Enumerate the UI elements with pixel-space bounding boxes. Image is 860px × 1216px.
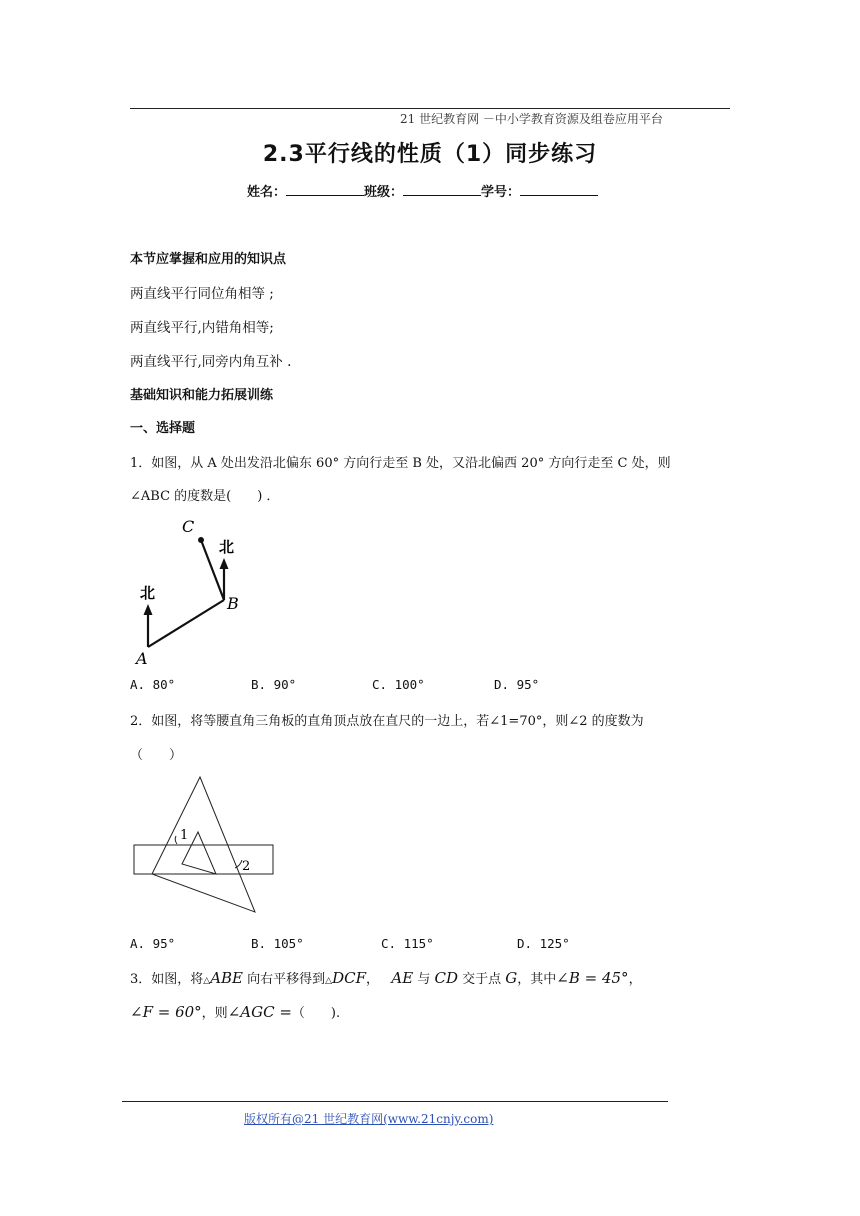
q3-qizhong: ，其中 [517,972,557,987]
q2-option-a: A. 95° [130,936,176,951]
q3-tail: （ ). [291,1006,341,1021]
q2-text-line2: （ ） [130,748,183,763]
q1-option-c: C. 100° [372,677,425,692]
q2-option-b: B. 105° [251,936,304,951]
q3-dcf: DCF [332,969,366,987]
label-a: A [136,649,148,668]
header-text: 21 世纪教育网 －中小学教育资源及组卷应用平台 [400,112,663,126]
name-label: 姓名： [247,185,287,200]
angle-label-1: 1 [180,828,189,843]
q1-option-a: A. 80° [130,677,176,692]
header-rule [130,108,730,109]
knowledge-point: 两直线平行同位角相等 ; [130,286,274,302]
q3-comma1: ， [366,972,380,987]
class-label: 班级： [364,185,404,200]
page-title: 2.3平行线的性质（1）同步练习 [262,142,598,167]
q3-g: G [505,969,518,987]
name-blank [286,183,364,196]
label-c: C [182,517,195,536]
q3-line2 [130,1002,340,1021]
angle-label-2: 2 [242,859,251,874]
knowledge-point: 两直线平行,内错角相等; [130,320,274,336]
q3-angle-b: ∠B = 45° [556,969,629,987]
label-b: B [227,594,239,613]
q1-option-b: B. 90° [251,677,297,692]
arrowhead-b [220,558,229,569]
segment-ab [148,600,224,647]
triangle-icon: △ [203,976,211,986]
q1-text-line1: 1．如图，从 A 处出发沿北偏东 60° 方向行走至 B 处，又沿北偏西 20° 方向行走至 C 处，则 [130,456,671,471]
q3-ze: ，则 [201,1006,228,1021]
student-info [247,181,598,200]
id-blank [520,183,598,196]
q3-jiao: 交于点 [458,972,506,987]
north-label-b: 北 [219,538,235,556]
knowledge-heading: 本节应掌握和应用的知识点 [130,252,287,267]
q3-prefix: 3．如图，将 [130,972,204,987]
q3-angle-agc: ∠AGC = [227,1003,292,1021]
ruler [134,845,273,874]
arrowhead-a [144,604,153,615]
q3-yu: 与 [413,972,435,987]
q3-comma2: ， [628,972,642,987]
footer-copyright-link[interactable]: 版权所有@21 世纪教育网(www.21cnjy.com) [244,1112,494,1126]
q1-figure [128,512,268,670]
q2-text-line1: 2．如图，将等腰直角三角板的直角顶点放在直尺的一边上，若∠1=70°，则∠2 的度数为 [130,714,644,729]
q3-abe: ABE [210,969,244,987]
point-c [198,537,204,543]
q3-angle-f: ∠F = 60° [130,1003,202,1021]
q3-line1 [130,968,642,987]
triangle-icon: △ [325,976,333,986]
class-blank [403,183,481,196]
q3-cd: CD [434,969,458,987]
q1-option-d: D. 95° [494,677,540,692]
footer-rule [122,1101,668,1102]
section-heading: 一、选择题 [130,421,196,436]
q3-mid1: 向右平移得到 [243,972,326,987]
q2-figure [130,772,280,920]
q2-option-d: D. 125° [517,936,570,951]
angle-1-arc [175,836,177,844]
knowledge-point: 两直线平行,同旁内角互补 . [130,354,292,370]
north-label-a: 北 [140,584,156,602]
q1-text-line2: ∠ABC 的度数是( ) ． [130,489,280,504]
id-label: 学号： [481,185,521,200]
q3-ae: AE [391,969,414,987]
q2-option-c: C. 115° [381,936,434,951]
training-heading: 基础知识和能力拓展训练 [130,388,274,403]
